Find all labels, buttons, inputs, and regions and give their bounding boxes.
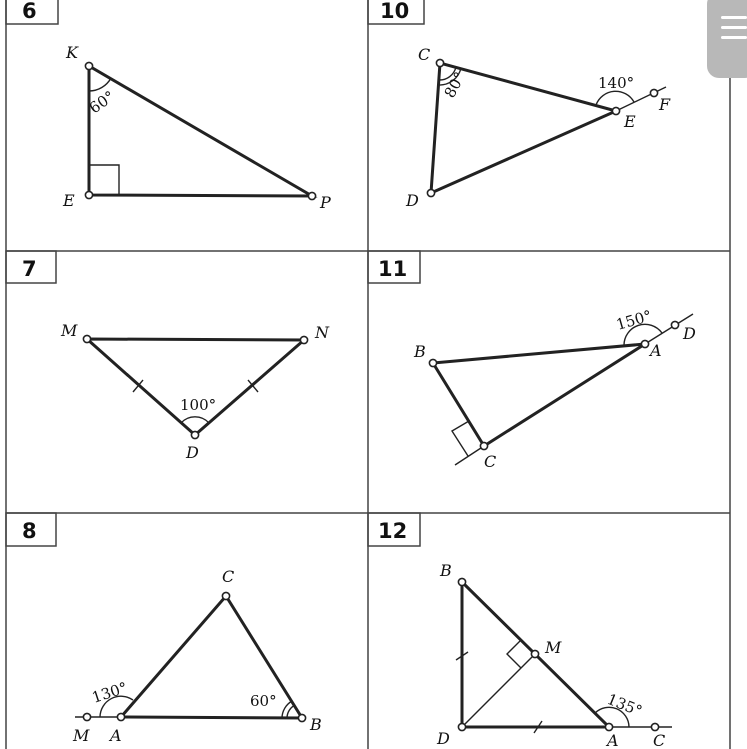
angle-label-e: 140° — [598, 74, 635, 92]
panel-8 — [6, 513, 322, 745]
label-c: C — [222, 567, 235, 586]
label-c: C — [418, 45, 431, 64]
label-d: D — [437, 729, 450, 748]
panel-number: 10 — [380, 0, 410, 23]
panel-6 — [6, 0, 331, 212]
label-e: E — [624, 112, 636, 131]
angle-label-a: 130° — [89, 678, 130, 707]
angle-label-a: 150° — [614, 306, 654, 334]
label-e: E — [63, 191, 75, 210]
panel-number: 11 — [378, 257, 408, 281]
label-b: B — [310, 715, 322, 734]
label-m: M — [61, 321, 78, 340]
angle-label-d: 100° — [180, 396, 217, 414]
angle-label-c: 80° — [440, 68, 470, 101]
right-angle-mark — [507, 640, 521, 668]
label-m: M — [545, 638, 562, 657]
label-k: K — [66, 43, 78, 62]
hamburger-menu-icon[interactable] — [707, 0, 747, 78]
right-angle-mark — [89, 165, 119, 195]
label-d: D — [406, 191, 419, 210]
triangle-kep — [89, 66, 312, 196]
panel-12 — [368, 513, 672, 749]
median-dm — [462, 654, 535, 727]
angle-label-a: 135° — [604, 690, 645, 721]
label-a: A — [650, 341, 662, 360]
angle-label-b: 60° — [250, 692, 277, 710]
right-angle-mark — [452, 421, 469, 456]
label-c: C — [653, 731, 666, 749]
label-d: D — [683, 324, 696, 343]
triangle-mnd — [87, 339, 304, 435]
triangle-bca — [433, 344, 645, 446]
panel-number: 7 — [22, 257, 37, 281]
label-d: D — [186, 443, 199, 462]
angle-label-k: 60° — [85, 87, 119, 118]
label-b: B — [414, 342, 426, 361]
label-a: A — [607, 731, 619, 749]
label-p: P — [320, 193, 331, 212]
panel-number: 12 — [378, 519, 408, 543]
panel-11 — [368, 251, 696, 471]
grid-lines — [6, 0, 730, 749]
label-m: M — [73, 726, 90, 745]
ray-c-extension — [455, 446, 484, 465]
label-a: A — [110, 726, 122, 745]
panel-number: 6 — [22, 0, 37, 23]
angle-arc-d — [181, 417, 209, 423]
label-n: N — [315, 323, 329, 342]
panel-number: 8 — [22, 519, 37, 543]
label-b: B — [440, 561, 452, 580]
label-c: C — [484, 452, 497, 471]
label-f: F — [659, 95, 671, 114]
angle-arc-e — [596, 91, 634, 105]
panel-7 — [6, 251, 330, 462]
panel-10 — [368, 0, 671, 210]
